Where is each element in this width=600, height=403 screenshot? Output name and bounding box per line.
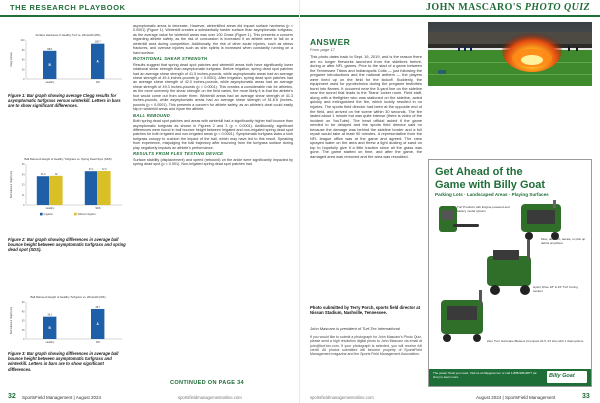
bar-value-label: 86.8 [47,48,53,52]
chart-2-title: Ball Rebound Height of Healthy Turfgrass vs. Spring Dead Spot (SDS) [24,157,112,161]
figure-3-caption: Figure 3: Bar graph showing differences in average ball bounce height between asymptomatic turfgrass and winterkill. Letters in bars are to show significant differences. [8,351,119,372]
left-footer [0,392,300,403]
photo-quiz-title [426,2,590,13]
bar-value-label: 31.6 [40,173,46,177]
bar-significance-letter: B [48,326,51,331]
y-tick-label: 45 [21,310,25,314]
article-subheading: RESULTS FROM FLEX TESTING DEVICE [133,151,224,157]
answer-subheading: From page 17 [310,47,335,52]
answer-body: This photo dates back to Sept. 16, 2019, and is the reason there are no longer fireworks launched from the sidelines before, during or after NFL games. Prior to the start of a game between the Tennessee Titans and Indianapolis Colts — just following the pregame introductions and the national anthem — the players were lined up on the field for the kickoff. Suddenly, the equipment used for pyrotechnics during the pregame festivities burst into flames. It occurred near the 5-yard line on the sideline near the tunnel that leads to the Titans' locker room. Field staff, along with a firefighter who was stationed on the sideline, acted quickly and extinguished the fire, which luckily resulted in no injuries. The sports field director had been at the opposite end of the field, and arrived on the scene within 30 seconds. The fire lasted about 1 minute but was quite intense (there is video of the incident on YouTube). The head official asked if the game needed to be delayed and the sports field director said no because the damage was behind the sideline border and a full repair would take at least 90 minutes. A representative from the NFL league office was at the game and agreed. The crew sprayed water on the area and threw a light dusting of sand on top to hopefully give it a little traction since all the grass was gone. The game started on time, and after the game, the damaged area was removed and the area was resodded. [310,54,422,160]
chart-3-svg [8,299,128,347]
y-tick-label: 0 [23,338,25,342]
figure-2-caption: Figure 2: Bar graph showing differences in average ball bounce height between asymptomatic turfgrass and spring dead spot (SDS). [8,237,126,253]
chart-bar [37,177,50,206]
bar-value-label: 36.2 [47,314,53,318]
chart-2-svg [8,161,128,219]
x-tick-label: Healthy [45,81,55,85]
y-tick-label: 60 [21,301,25,305]
legend-swatch [40,213,43,216]
website-link[interactable]: sportsfieldmanagementonline.com [178,394,242,400]
hurricane-blower-icon [441,290,483,342]
y-tick-label: 45 [21,163,25,167]
y-axis-label: Clegg (Gmax) [10,52,13,68]
ad-caption-3: Hydro Drive 18" & 24" Turf Coring Aerator [533,285,578,293]
ad-footer-text: The power Tools you need. Visit us at billygoat.com or call 1-888-986-9877 (at time) to learn more. [433,371,537,379]
y-tick-label: 90 [21,49,25,53]
chart-bar [85,172,98,206]
article-paragraph: Both spring dead spot patches and areas with winterkill had a significantly higher ball bounce than asymptomatic turfgrass as shown in Figures 2 and 3 (p < 0.0001). Additionally, significant differences were found in ball bounce height between irrigated and non-irrigated spring dead spot patches for both irrigated and non-irrigated areas (p < 0.0001). Symptomatic turfgrass lacks a lush turfgrass canopy to cushion the impact of the ball, which may have led to this result. Speaking from experience, misjudging the ball trajectory after bouncing from the turfgrass surface during play negatively impacts an athlete's performance. [133,119,293,150]
y-tick-label: 34 [21,173,25,177]
answer-section [310,37,422,160]
ad-headline [435,166,587,191]
publication-name: August 2024 | SportsField Management [476,394,556,400]
y-tick-label: 30 [21,68,25,72]
bar-value-label: 48.7 [95,306,101,310]
bar-value-label: 37.1 [88,168,94,172]
bar-significance-letter: B [48,63,51,68]
article-paragraph: asymptomatic areas to decrease. However, winterkilled areas did impact surface hardness (p < 0.0001) (Figure 1). Winterkill creates a substantially harder surface than asymptomatic turfgrass, as the average value for winterkill areas was over 100 Gmax (Figure 1). This presents a concern regarding athlete safety, as the risk of concussion is increased if an athlete were to fall on a winterkill area during competition. Additionally, the risk of other acute injuries, such as stress fractures, and overuse injuries such as shin splints is increased when constantly running on a hard surface. [133,24,293,55]
billy-goat-logo-text: Billy Goat [549,373,575,379]
figure-1-caption: Figure 1: Bar graph showing average Clegg results for asymptomatic turfgrass versus winterkill. Letters in bars are to show significant differences. [8,93,121,109]
page-number: 32 [8,393,16,400]
x-tick-label: SDS [95,207,101,211]
y-tick-label: 60 [21,58,25,62]
right-page [300,0,600,403]
legend-swatch [74,213,77,216]
article-paragraph: Results suggest that spring dead spot patches and winterkill areas both have significantly lower rotational shear strength than asymptomatic turfgrass. Before irrigation, spring dead spot patches had an average shear strength of 41.5 inches-pounds, while asymptomatic areas had an average shear strength of 49.4 inches-pounds (p < 0.0001). After irrigation, spring dead spot patches had an average shear strength of 42.0 inches-pounds, while asymptomatic areas had an average shear strength of 49.3 inches-pounds (p < 0.0001). This creates a considerable risk for athletes, as the more unevenly the shear strength on the field varies, the more likely it is that the athlete's foot would come out from under them. Winterkill areas had an average shear strength of 41.3 inches-pounds, while asymptomatic areas had an average shear strength of 51.8.6 (inches-pounds (p < 0.0001). This presents a concern for athlete safety, as an athlete's cleat could easily slip in winterkill areas and injure the athlete. [133,62,293,112]
article-subheading: BALL REBOUND [133,112,171,118]
y-tick-label: 0 [23,204,25,208]
figure-3-chart [8,296,128,348]
ad-headline-line-1: Get Ahead of the [435,166,523,178]
submission-note: If you would like to submit a photograph for John Mascaro's Photo Quiz, please send a high resolution digital photo to John Mascaro via email at john@turf-tec.com. If your photograph is selected, you will receive full credit. All photos submitted will become property of SportsField Management magazine and the Sports Field Management Association. [310,335,422,357]
answer-heading: ANSWER [310,37,351,47]
x-tick-label: WK [95,81,101,85]
website-link[interactable]: sportsfieldmanagementonline.com [310,394,374,400]
section-label: THE RESEARCH PLAYBOOK [10,3,126,12]
y-axis-label: Ball Rebound Height (cm) [10,171,13,199]
chart-3-title: Ball Rebound Height of Healthy Turfgrass vs. Winterkill (WK) [30,295,106,299]
legend-label: Irrigation [43,213,53,217]
ad-headline-line-2: Game with Billy Goat [435,178,546,191]
legend-label: Without Irrigation [77,213,96,217]
chart-1-svg [8,37,128,87]
photo-quiz-title-em: PHOTO QUIZ [524,2,590,13]
billy-goat-advertisement[interactable] [428,159,592,387]
continued-on-link[interactable]: CONTINUED ON PAGE 34 [170,380,244,386]
chart-bar [98,171,111,205]
bar-value-label: 108.7 [94,41,101,45]
ad-caption-1: Turf Products with Engine-powered and battery model options [457,205,510,213]
ad-product-illustrations [435,200,587,352]
right-page-header [300,0,600,17]
bar-value-label: 37.3 [101,168,107,172]
article-subheading: ROTATIONAL SHEAR STRENGTH [133,56,208,62]
figure-2-chart [8,158,128,220]
left-page-header [0,0,300,17]
article-paragraph: Surface stability (displacement) and speed (rebound) on the ankle were significantly impacted by spring dead spot (p < 0.001). Non-irrigated spring dead spot patches had [133,157,293,167]
chart-bar [50,176,63,205]
y-tick-label: 120 [20,39,25,43]
y-tick-label: 30 [21,319,25,323]
ad-caption-4: Zero Turn Hurricane Blowers (Compact 22.5, 23 Lbs) with 1 dual options [487,339,584,343]
ad-footer-bar[interactable] [429,369,591,386]
x-tick-label: Healthy [45,341,55,345]
bar-significance-letter: A [96,322,99,327]
bar-value-label: 32 [54,173,58,177]
page-number: 33 [582,393,590,400]
y-tick-label: 23 [21,183,25,187]
stadium-fire-photo [428,22,592,86]
chart-1-title: Surface Hardness of Healthy Turf vs. Winterkill (WK) [35,33,101,37]
billy-goat-logo [547,371,587,383]
y-axis-label: Ball Rebound Height (cm) [10,307,13,335]
y-tick-label: 0 [23,78,25,82]
figure-1-chart [8,34,128,89]
x-tick-label: Healthy [45,207,55,211]
photo-quiz-title-prefix: JOHN MASCARO'S [426,2,525,13]
right-footer [300,392,600,403]
ad-tagline: Parking Lots · Landscaped Areas · Playing Surfaces [435,192,549,197]
ad-caption-2: Mow, dethatch, aerate, or pick up debris anywhere [541,237,586,245]
lawn-vacuum-icon [521,200,561,240]
article-body [133,24,293,167]
stadium-fire-photo-illustration [428,22,592,86]
aerator-icon [487,240,531,295]
y-tick-label: 11 [21,194,25,198]
x-tick-label: WK [95,341,101,345]
y-tick-label: 15 [21,329,25,333]
photo-credit: Photo submitted by Terry Porch, sports field director at Nissan Stadium, Nashville, Tennessee. [310,305,420,315]
bar-significance-letter: A [96,59,99,64]
author-bio: John Mascaro is president of Turf-Tec International [310,326,400,331]
publication-name: SportsField Management | August 2024 [22,394,101,400]
